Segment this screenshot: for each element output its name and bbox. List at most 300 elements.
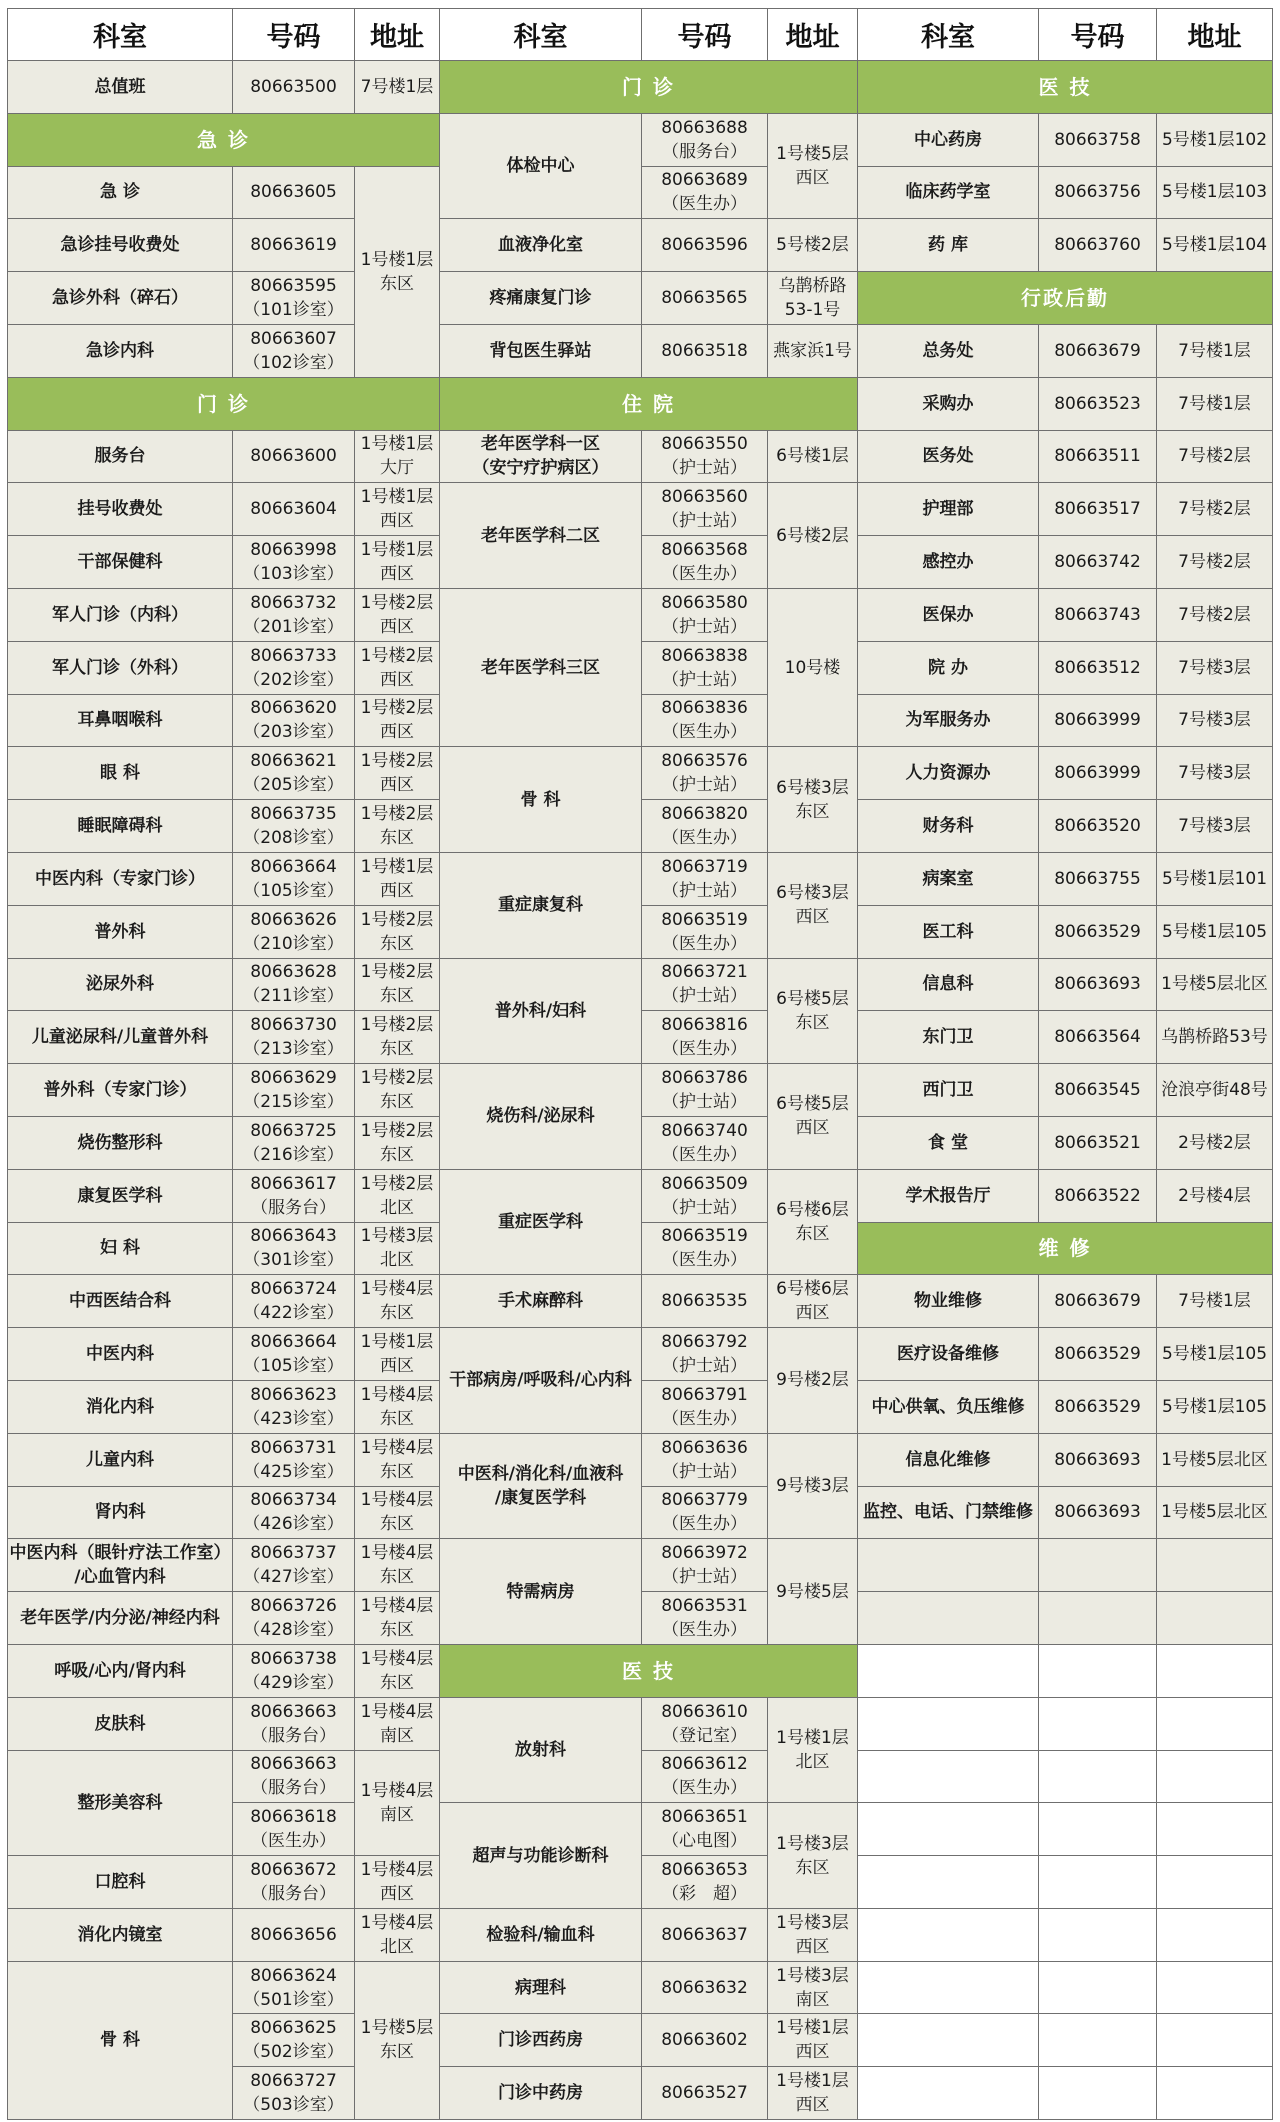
phone-cell: 80663779 （医生办）: [642, 1486, 768, 1539]
dept-cell: 急诊内科: [8, 324, 233, 377]
phone-cell: 80663737 （427诊室）: [233, 1539, 355, 1592]
phone-cell: 80663999: [1039, 694, 1157, 747]
address-cell: 2号楼2层: [1157, 1116, 1273, 1169]
phone-cell: 80663580 （护士站）: [642, 588, 768, 641]
table-row: [8, 1539, 1273, 1592]
dept-cell: 中医内科（专家门诊）: [8, 852, 233, 905]
dept-cell: 口腔科: [8, 1856, 233, 1909]
header-num: 号码: [233, 9, 355, 61]
address-cell: 1号楼3层 南区: [768, 1961, 858, 2014]
section-header-yiji: 医 技: [440, 1644, 858, 1697]
dept-cell: 重症康复科: [440, 852, 642, 958]
address-cell: 1号楼5层北区: [1157, 958, 1273, 1011]
phone-cell: 80663663 （服务台）: [233, 1697, 355, 1750]
address-cell: 7号楼1层: [1157, 1275, 1273, 1328]
address-cell: 1号楼2层 东区: [355, 1064, 440, 1117]
dept-cell: 急诊挂号收费处: [8, 219, 233, 272]
table-row: [8, 1169, 1273, 1222]
address-cell: 1号楼4层 东区: [355, 1539, 440, 1592]
dept-cell: 疼痛康复门诊: [440, 272, 642, 325]
directory-body: [8, 61, 1273, 2120]
table-row: [8, 588, 1273, 641]
address-cell: 1号楼2层 东区: [355, 905, 440, 958]
dept-cell: 采购办: [858, 377, 1039, 430]
dept-cell: 学术报告厅: [858, 1169, 1039, 1222]
empty-cell: [1039, 1644, 1157, 1697]
section-header-jizhen: 急 诊: [8, 113, 440, 166]
phone-cell: 80663838 （护士站）: [642, 641, 768, 694]
table-row: [8, 1697, 1273, 1750]
address-cell: 1号楼4层 南区: [355, 1697, 440, 1750]
empty-cell: [858, 1539, 1039, 1592]
empty-cell: [1039, 1750, 1157, 1803]
address-cell: 7号楼1层: [1157, 324, 1273, 377]
header-num: 号码: [642, 9, 768, 61]
dept-cell: 西门卫: [858, 1064, 1039, 1117]
table-row: [8, 1275, 1273, 1328]
phone-cell: 80663820 （医生办）: [642, 800, 768, 853]
address-cell: 1号楼4层 东区: [355, 1380, 440, 1433]
dept-cell: 病案室: [858, 852, 1039, 905]
address-cell: 7号楼2层: [1157, 536, 1273, 589]
dept-cell: 睡眠障碍科: [8, 800, 233, 853]
phone-cell: 80663836 （医生办）: [642, 694, 768, 747]
address-cell: 1号楼1层 西区: [768, 2067, 858, 2120]
address-cell: 1号楼1层 北区: [768, 1697, 858, 1803]
dept-cell: 耳鼻咽喉科: [8, 694, 233, 747]
phone-cell: 80663672 （服务台）: [233, 1856, 355, 1909]
address-cell: 1号楼1层 西区: [355, 483, 440, 536]
directory-table: [7, 8, 1273, 2120]
dept-cell: 护理部: [858, 483, 1039, 536]
address-cell: 7号楼3层: [1157, 694, 1273, 747]
empty-cell: [1157, 1539, 1273, 1592]
table-row: [8, 852, 1273, 905]
dept-cell: 中心供氧、负压维修: [858, 1380, 1039, 1433]
phone-cell: 80663620 （203诊室）: [233, 694, 355, 747]
dept-cell: 儿童泌尿科/儿童普外科: [8, 1011, 233, 1064]
address-cell: 乌鹊桥路 53-1号: [768, 272, 858, 325]
phone-cell: 80663721 （护士站）: [642, 958, 768, 1011]
address-cell: 6号楼5层 西区: [768, 1064, 858, 1170]
phone-cell: 80663612 （医生办）: [642, 1750, 768, 1803]
phone-cell: 80663693: [1039, 958, 1157, 1011]
phone-cell: 80663972 （护士站）: [642, 1539, 768, 1592]
dept-cell: 特需病房: [440, 1539, 642, 1645]
phone-cell: 80663628 （211诊室）: [233, 958, 355, 1011]
empty-cell: [1039, 1539, 1157, 1592]
address-cell: 1号楼3层 北区: [355, 1222, 440, 1275]
address-cell: 7号楼2层: [1157, 588, 1273, 641]
address-cell: 1号楼1层 西区: [355, 536, 440, 589]
phone-cell: 80663632: [642, 1961, 768, 2014]
dept-cell: 医疗设备维修: [858, 1328, 1039, 1381]
dept-cell: 体检中心: [440, 113, 642, 219]
table-row: [8, 1908, 1273, 1961]
empty-cell: [1039, 1856, 1157, 1909]
address-cell: 7号楼2层: [1157, 483, 1273, 536]
address-cell: 5号楼1层105: [1157, 1328, 1273, 1381]
address-cell: 5号楼1层105: [1157, 905, 1273, 958]
dept-cell: 放射科: [440, 1697, 642, 1803]
empty-cell: [858, 2067, 1039, 2120]
dept-cell: 皮肤科: [8, 1697, 233, 1750]
dept-cell: 感控办: [858, 536, 1039, 589]
dept-cell: 烧伤科/泌尿科: [440, 1064, 642, 1170]
phone-cell: 80663693: [1039, 1433, 1157, 1486]
phone-cell: 80663636 （护士站）: [642, 1433, 768, 1486]
phone-cell: 80663693: [1039, 1486, 1157, 1539]
phone-cell: 80663816 （医生办）: [642, 1011, 768, 1064]
section-header-zhuyuan: 住 院: [440, 377, 858, 430]
dept-cell: 老年医学科一区 （安宁疗护病区）: [440, 430, 642, 483]
address-cell: 1号楼1层 东区: [355, 166, 440, 377]
dept-cell: 人力资源办: [858, 747, 1039, 800]
dept-cell: 骨 科: [440, 747, 642, 853]
address-cell: 1号楼2层 东区: [355, 1116, 440, 1169]
table-row: [8, 1064, 1273, 1117]
section-header-xingzheng: 行政后勤: [858, 272, 1273, 325]
empty-cell: [1157, 2067, 1273, 2120]
address-cell: 7号楼1层: [1157, 377, 1273, 430]
phone-cell: 80663596: [642, 219, 768, 272]
empty-cell: [858, 2014, 1039, 2067]
address-cell: 6号楼1层: [768, 430, 858, 483]
phone-cell: 80663689 （医生办）: [642, 166, 768, 219]
empty-cell: [1039, 1908, 1157, 1961]
address-cell: 1号楼4层 东区: [355, 1592, 440, 1645]
dept-cell: 干部保健科: [8, 536, 233, 589]
dept-cell: 临床药学室: [858, 166, 1039, 219]
dept-cell: 眼 科: [8, 747, 233, 800]
empty-cell: [1157, 1856, 1273, 1909]
phone-cell: 80663724 （422诊室）: [233, 1275, 355, 1328]
dept-cell: 干部病房/呼吸科/心内科: [440, 1328, 642, 1434]
phone-cell: 80663500: [233, 61, 355, 114]
empty-cell: [1157, 1961, 1273, 2014]
phone-cell: 80663509 （护士站）: [642, 1169, 768, 1222]
dept-cell: 手术麻醉科: [440, 1275, 642, 1328]
address-cell: 5号楼2层: [768, 219, 858, 272]
empty-cell: [858, 1592, 1039, 1645]
address-cell: 沧浪亭街48号: [1157, 1064, 1273, 1117]
table-row: [8, 1433, 1273, 1486]
dept-cell: 服务台: [8, 430, 233, 483]
address-cell: 1号楼4层 东区: [355, 1644, 440, 1697]
address-cell: 乌鹊桥路53号: [1157, 1011, 1273, 1064]
empty-cell: [858, 1697, 1039, 1750]
phone-cell: 80663595 （101诊室）: [233, 272, 355, 325]
empty-cell: [858, 1644, 1039, 1697]
section-header-yiji: 医 技: [858, 61, 1273, 114]
phone-cell: 80663602: [642, 2014, 768, 2067]
phone-cell: 80663756: [1039, 166, 1157, 219]
phone-cell: 80663520: [1039, 800, 1157, 853]
phone-cell: 80663730 （213诊室）: [233, 1011, 355, 1064]
phone-cell: 80663605: [233, 166, 355, 219]
phone-cell: 80663629 （215诊室）: [233, 1064, 355, 1117]
phone-cell: 80663604: [233, 483, 355, 536]
address-cell: 5号楼1层101: [1157, 852, 1273, 905]
address-cell: 1号楼5层北区: [1157, 1433, 1273, 1486]
dept-cell: 食 堂: [858, 1116, 1039, 1169]
dept-cell: 总务处: [858, 324, 1039, 377]
phone-cell: 80663734 （426诊室）: [233, 1486, 355, 1539]
phone-cell: 80663733 （202诊室）: [233, 641, 355, 694]
address-cell: 10号楼: [768, 588, 858, 746]
table-row: [8, 1328, 1273, 1381]
phone-cell: 80663521: [1039, 1116, 1157, 1169]
address-cell: 1号楼2层 东区: [355, 1011, 440, 1064]
address-cell: 9号楼2层: [768, 1328, 858, 1434]
address-cell: 6号楼6层 东区: [768, 1169, 858, 1275]
address-cell: 1号楼1层 西区: [355, 852, 440, 905]
phone-cell: 80663679: [1039, 1275, 1157, 1328]
header-row: [8, 9, 1273, 61]
address-cell: 7号楼3层: [1157, 641, 1273, 694]
address-cell: 7号楼2层: [1157, 430, 1273, 483]
phone-cell: 80663522: [1039, 1169, 1157, 1222]
table-row: [8, 113, 1273, 166]
phone-cell: 80663512: [1039, 641, 1157, 694]
phone-cell: 80663651 （心电图）: [642, 1803, 768, 1856]
phone-cell: 80663531 （医生办）: [642, 1592, 768, 1645]
dept-cell: 泌尿外科: [8, 958, 233, 1011]
address-cell: 1号楼3层 东区: [768, 1803, 858, 1909]
address-cell: 1号楼2层 西区: [355, 747, 440, 800]
dept-cell: 病理科: [440, 1961, 642, 2014]
dept-cell: 康复医学科: [8, 1169, 233, 1222]
dept-cell: 普外科/妇科: [440, 958, 642, 1064]
dept-cell: 烧伤整形科: [8, 1116, 233, 1169]
address-cell: 1号楼4层 东区: [355, 1486, 440, 1539]
table-row: [8, 747, 1273, 800]
dept-cell: 急 诊: [8, 166, 233, 219]
address-cell: 6号楼3层 东区: [768, 747, 858, 853]
address-cell: 1号楼2层 北区: [355, 1169, 440, 1222]
dept-cell: 中心药房: [858, 113, 1039, 166]
dept-cell: 财务科: [858, 800, 1039, 853]
phone-cell: 80663617 （服务台）: [233, 1169, 355, 1222]
empty-cell: [1039, 2014, 1157, 2067]
phone-cell: 80663679: [1039, 324, 1157, 377]
address-cell: 7号楼1层: [355, 61, 440, 114]
phone-cell: 80663624 （501诊室）: [233, 1961, 355, 2014]
section-header-menzhen: 门 诊: [440, 61, 858, 114]
address-cell: 1号楼4层 东区: [355, 1433, 440, 1486]
phone-cell: 80663518: [642, 324, 768, 377]
address-cell: 1号楼1层 西区: [355, 1328, 440, 1381]
dept-cell: 普外科（专家门诊）: [8, 1064, 233, 1117]
phone-cell: 80663760: [1039, 219, 1157, 272]
dept-cell: 呼吸/心内/肾内科: [8, 1644, 233, 1697]
dept-cell: 重症医学科: [440, 1169, 642, 1275]
dept-cell: 中医科/消化科/血液科 /康复医学科: [440, 1433, 642, 1539]
dept-cell: 军人门诊（内科）: [8, 588, 233, 641]
address-cell: 7号楼3层: [1157, 800, 1273, 853]
phone-cell: 80663735 （208诊室）: [233, 800, 355, 853]
dept-cell: 消化内镜室: [8, 1908, 233, 1961]
address-cell: 燕家浜1号: [768, 324, 858, 377]
phone-cell: 80663568 （医生办）: [642, 536, 768, 589]
address-cell: 9号楼5层: [768, 1539, 858, 1645]
header-addr: 地址: [768, 9, 858, 61]
dept-cell: 医保办: [858, 588, 1039, 641]
phone-cell: 80663738 （429诊室）: [233, 1644, 355, 1697]
empty-cell: [1157, 1908, 1273, 1961]
dept-cell: 检验科/输血科: [440, 1908, 642, 1961]
empty-cell: [1039, 1803, 1157, 1856]
phone-cell: 80663550 （护士站）: [642, 430, 768, 483]
phone-cell: 80663643 （301诊室）: [233, 1222, 355, 1275]
table-row: [8, 377, 1273, 430]
table-row: [8, 958, 1273, 1011]
dept-cell: 老年医学科二区: [440, 483, 642, 589]
phone-cell: 80663758: [1039, 113, 1157, 166]
phone-cell: 80663743: [1039, 588, 1157, 641]
phone-cell: 80663732 （201诊室）: [233, 588, 355, 641]
table-row: [8, 219, 1273, 272]
phone-cell: 80663664 （105诊室）: [233, 1328, 355, 1381]
empty-cell: [1157, 1697, 1273, 1750]
phone-cell: 80663999: [1039, 747, 1157, 800]
table-row: [8, 1961, 1273, 2014]
phone-cell: 80663625 （502诊室）: [233, 2014, 355, 2067]
address-cell: 6号楼2层: [768, 483, 858, 589]
dept-cell: 信息化维修: [858, 1433, 1039, 1486]
phone-cell: 80663610 （登记室）: [642, 1697, 768, 1750]
header-num: 号码: [1039, 9, 1157, 61]
dept-cell: 医工科: [858, 905, 1039, 958]
address-cell: 2号楼4层: [1157, 1169, 1273, 1222]
phone-cell: 80663786 （护士站）: [642, 1064, 768, 1117]
phone-cell: 80663535: [642, 1275, 768, 1328]
phone-cell: 80663511: [1039, 430, 1157, 483]
section-header-weixiu: 维 修: [858, 1222, 1273, 1275]
address-cell: 9号楼3层: [768, 1433, 858, 1539]
empty-cell: [1157, 1592, 1273, 1645]
phone-cell: 80663637: [642, 1908, 768, 1961]
phone-cell: 80663998 （103诊室）: [233, 536, 355, 589]
address-cell: 1号楼2层 西区: [355, 694, 440, 747]
phone-cell: 80663740 （医生办）: [642, 1116, 768, 1169]
address-cell: 1号楼1层 大厅: [355, 430, 440, 483]
phone-cell: 80663565: [642, 272, 768, 325]
header-dept: 科室: [440, 9, 642, 61]
table-row: [8, 61, 1273, 114]
empty-cell: [858, 1803, 1039, 1856]
address-cell: 1号楼3层 西区: [768, 1908, 858, 1961]
phone-cell: 80663626 （210诊室）: [233, 905, 355, 958]
empty-cell: [1157, 1750, 1273, 1803]
phone-cell: 80663719 （护士站）: [642, 852, 768, 905]
phone-cell: 80663607 （102诊室）: [233, 324, 355, 377]
address-cell: 1号楼5层 西区: [768, 113, 858, 219]
address-cell: 5号楼1层103: [1157, 166, 1273, 219]
phone-cell: 80663519 （医生办）: [642, 1222, 768, 1275]
address-cell: 1号楼1层 西区: [768, 2014, 858, 2067]
empty-cell: [1039, 2067, 1157, 2120]
phone-cell: 80663664 （105诊室）: [233, 852, 355, 905]
phone-cell: 80663742: [1039, 536, 1157, 589]
dept-cell: 骨 科: [8, 1961, 233, 2119]
dept-cell: 信息科: [858, 958, 1039, 1011]
phone-cell: 80663663 （服务台）: [233, 1750, 355, 1803]
dept-cell: 为军服务办: [858, 694, 1039, 747]
phone-cell: 80663576 （护士站）: [642, 747, 768, 800]
header-dept: 科室: [8, 9, 233, 61]
dept-cell: 背包医生驿站: [440, 324, 642, 377]
empty-cell: [858, 1856, 1039, 1909]
phone-cell: 80663600: [233, 430, 355, 483]
phone-cell: 80663727 （503诊室）: [233, 2067, 355, 2120]
phone-cell: 80663688 （服务台）: [642, 113, 768, 166]
dept-cell: 中医内科（眼针疗法工作室） /心血管内科: [8, 1539, 233, 1592]
table-row: [8, 430, 1273, 483]
phone-cell: 80663656: [233, 1908, 355, 1961]
phone-directory: [7, 8, 1272, 2114]
address-cell: 1号楼5层北区: [1157, 1486, 1273, 1539]
dept-cell: 军人门诊（外科）: [8, 641, 233, 694]
dept-cell: 老年医学科三区: [440, 588, 642, 746]
dept-cell: 总值班: [8, 61, 233, 114]
section-header-menzhen: 门 诊: [8, 377, 440, 430]
empty-cell: [858, 1908, 1039, 1961]
address-cell: 5号楼1层104: [1157, 219, 1273, 272]
table-row: [8, 483, 1273, 536]
empty-cell: [1157, 2014, 1273, 2067]
address-cell: 6号楼6层 西区: [768, 1275, 858, 1328]
phone-cell: 80663529: [1039, 905, 1157, 958]
empty-cell: [858, 1961, 1039, 2014]
header-addr: 地址: [1157, 9, 1273, 61]
phone-cell: 80663517: [1039, 483, 1157, 536]
phone-cell: 80663619: [233, 219, 355, 272]
address-cell: 1号楼2层 西区: [355, 641, 440, 694]
address-cell: 5号楼1层102: [1157, 113, 1273, 166]
dept-cell: 整形美容科: [8, 1750, 233, 1856]
dept-cell: 中医内科: [8, 1328, 233, 1381]
address-cell: 6号楼5层 东区: [768, 958, 858, 1064]
address-cell: 1号楼4层 南区: [355, 1750, 440, 1856]
phone-cell: 80663523: [1039, 377, 1157, 430]
dept-cell: 挂号收费处: [8, 483, 233, 536]
phone-cell: 80663653 （彩 超）: [642, 1856, 768, 1909]
address-cell: 5号楼1层105: [1157, 1380, 1273, 1433]
dept-cell: 妇 科: [8, 1222, 233, 1275]
empty-cell: [1039, 1592, 1157, 1645]
header-dept: 科室: [858, 9, 1039, 61]
phone-cell: 80663755: [1039, 852, 1157, 905]
phone-cell: 80663519 （医生办）: [642, 905, 768, 958]
dept-cell: 东门卫: [858, 1011, 1039, 1064]
dept-cell: 急诊外科（碎石）: [8, 272, 233, 325]
dept-cell: 普外科: [8, 905, 233, 958]
dept-cell: 监控、电话、门禁维修: [858, 1486, 1039, 1539]
empty-cell: [1039, 1697, 1157, 1750]
phone-cell: 80663529: [1039, 1328, 1157, 1381]
address-cell: 1号楼2层 东区: [355, 958, 440, 1011]
phone-cell: 80663726 （428诊室）: [233, 1592, 355, 1645]
address-cell: 1号楼5层 东区: [355, 1961, 440, 2119]
address-cell: 1号楼4层 东区: [355, 1275, 440, 1328]
dept-cell: 血液净化室: [440, 219, 642, 272]
dept-cell: 消化内科: [8, 1380, 233, 1433]
empty-cell: [858, 1750, 1039, 1803]
dept-cell: 肾内科: [8, 1486, 233, 1539]
phone-cell: 80663529: [1039, 1380, 1157, 1433]
dept-cell: 中西医结合科: [8, 1275, 233, 1328]
